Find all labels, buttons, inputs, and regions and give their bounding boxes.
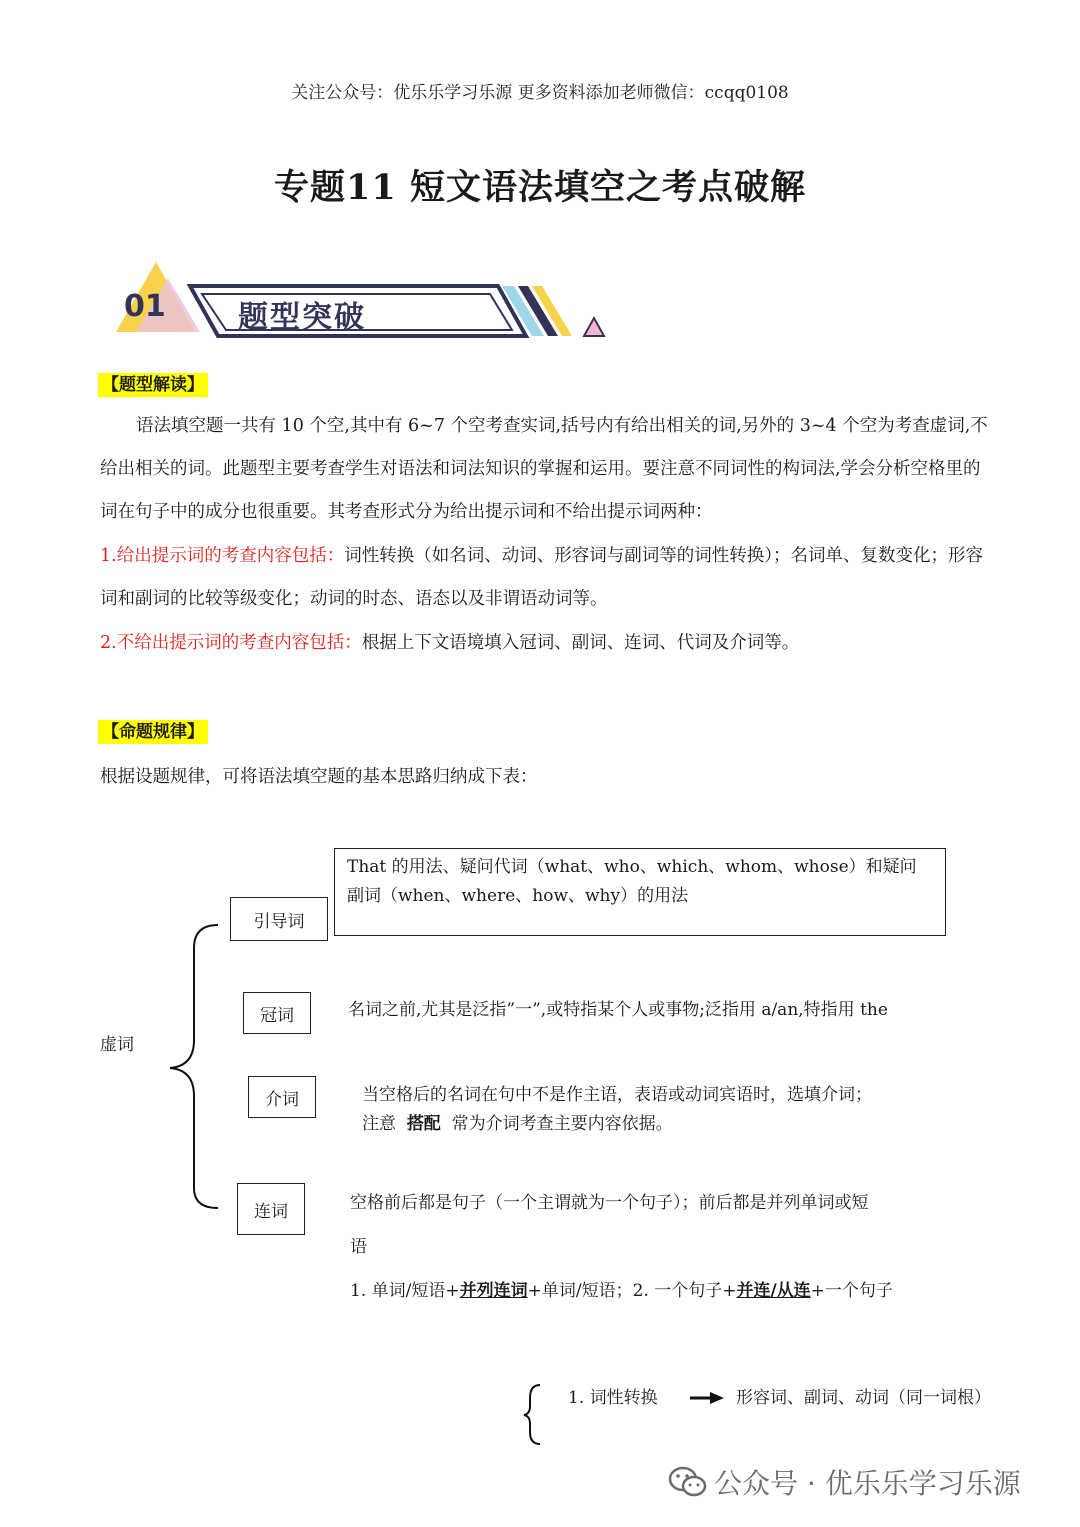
desc-emphasis: 搭配 bbox=[406, 1114, 441, 1134]
branch-desc-introducer: That 的用法、疑问代词（what、who、which、whom、whose）和疑问副词（when、where、how、why）的用法 bbox=[334, 848, 946, 936]
diagram-root: 虚词 bbox=[100, 1035, 134, 1055]
desc-emphasis: 并列连词 bbox=[459, 1281, 528, 1301]
banner-number: 01 bbox=[124, 289, 166, 324]
banner-label: 题型突破 bbox=[238, 300, 366, 335]
branch-desc-article: 名词之前,尤其是泛指”一”,或特指某个人或事物;泛指用 a/an,特指用 the bbox=[348, 1000, 888, 1020]
section2-intro: 根据设题规律，可将语法填空题的基本思路归纳成下表： bbox=[100, 767, 538, 787]
wechat-icon bbox=[668, 1465, 708, 1499]
branch-desc-conjunction-line1: 空格前后都是句子（一个主谓就为一个句子）；前后都是并列单词或短 bbox=[350, 1193, 869, 1213]
branch-box-preposition: 介词 bbox=[248, 1076, 316, 1118]
branch-desc-conjunction-line2: 语 bbox=[350, 1237, 367, 1257]
page-title: 专题11 短文语法填空之考点破解 bbox=[274, 167, 806, 208]
desc-part: +一个句子 bbox=[810, 1281, 893, 1301]
watermark-text: 公众号 · 优乐乐学习乐源 bbox=[714, 1467, 1021, 1500]
tag-text: 【题型解读】 bbox=[98, 373, 208, 397]
desc-part: 注意 bbox=[362, 1114, 396, 1134]
tag-text: 【命题规律】 bbox=[98, 720, 208, 744]
branch-desc-preposition-line2 bbox=[362, 1110, 982, 1139]
point-1-text: 词性转换（如名词、动词、形容词与副词等的词性转换）；名词单、复数变化；形容词和副词的比较等级变化；动词的时态、语态以及非谓语动词等。 bbox=[100, 546, 983, 609]
page-header: 关注公众号：优乐乐学习乐源 更多资料添加老师微信：ccqq0108 bbox=[291, 83, 789, 103]
desc-part: 1. 单词/短语+ bbox=[350, 1281, 460, 1301]
bottom-result: 形容词、副词、动词（同一词根） bbox=[736, 1388, 991, 1408]
desc-part: +单词/短语；2. 一个句子+ bbox=[527, 1281, 737, 1301]
branch-desc-preposition-line1: 当空格后的名词在句中不是作主语，表语或动词宾语时，选填介词； bbox=[362, 1085, 872, 1105]
desc-emphasis: 并连/从连 bbox=[736, 1281, 811, 1301]
branch-box-introducer: 引导词 bbox=[230, 897, 328, 941]
bottom-item: 1. 词性转换 bbox=[568, 1388, 658, 1408]
point-2-label: 2.不给出提示词的考查内容包括： bbox=[100, 633, 362, 653]
branch-box-article: 冠词 bbox=[243, 992, 311, 1034]
watermark bbox=[668, 1462, 1021, 1502]
branch-box-conjunction: 连词 bbox=[237, 1183, 305, 1235]
intro-paragraph: 语法填空题一共有 10 个空,其中有 6~7 个空考查实词,括号内有给出相关的词,另外的 3~4 个空为考查虚词,不给出相关的词。此题型主要考查学生对语法和词法知识的掌握和运用。要注意不同词性的构词法,学会分析空格里的词在句子中的成分也很重要。其考查形式分为给出提示词和不给出提示词两种： bbox=[100, 416, 988, 522]
point-1-label: 1.给出提示词的考查内容包括： bbox=[100, 546, 345, 566]
point-2-text: 根据上下文语境填入冠词、副词、连词、代词及介词等。 bbox=[361, 633, 800, 653]
branch-desc-conjunction-line3 bbox=[350, 1277, 990, 1306]
desc-part: 常为介词考查主要内容依据。 bbox=[451, 1114, 673, 1134]
